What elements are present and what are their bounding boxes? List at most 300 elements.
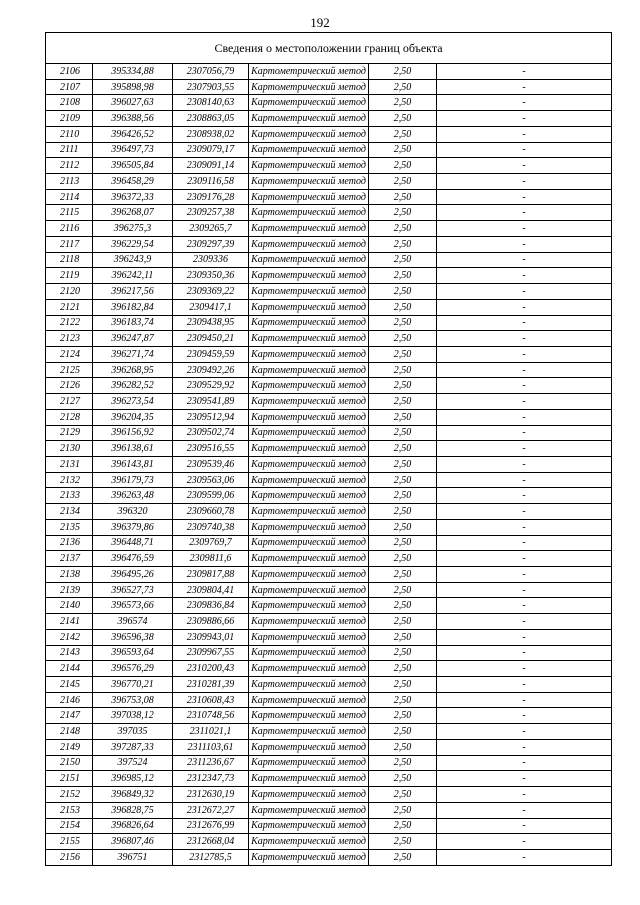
accuracy-cell: 2,50 xyxy=(369,126,437,142)
description-cell: - xyxy=(437,567,612,583)
x-coordinate-cell: 396179,73 xyxy=(93,472,173,488)
table-caption-row xyxy=(46,33,612,64)
point-number-cell: 2107 xyxy=(46,79,93,95)
description-cell: - xyxy=(437,64,612,80)
point-number-cell: 2136 xyxy=(46,535,93,551)
point-number-cell: 2115 xyxy=(46,205,93,221)
description-cell: - xyxy=(437,315,612,331)
method-cell: Картометрический метод xyxy=(249,582,369,598)
y-coordinate-cell: 2311021,1 xyxy=(173,724,249,740)
y-coordinate-cell: 2308938,02 xyxy=(173,126,249,142)
method-cell: Картометрический метод xyxy=(249,299,369,315)
accuracy-cell: 2,50 xyxy=(369,472,437,488)
table-row xyxy=(46,535,612,551)
point-number-cell: 2155 xyxy=(46,834,93,850)
method-cell: Картометрический метод xyxy=(249,551,369,567)
x-coordinate-cell: 396271,74 xyxy=(93,346,173,362)
description-cell: - xyxy=(437,126,612,142)
accuracy-cell: 2,50 xyxy=(369,425,437,441)
x-coordinate-cell: 396320 xyxy=(93,504,173,520)
point-number-cell: 2140 xyxy=(46,598,93,614)
table-row xyxy=(46,724,612,740)
y-coordinate-cell: 2309967,55 xyxy=(173,645,249,661)
method-cell: Картометрический метод xyxy=(249,284,369,300)
table-row xyxy=(46,755,612,771)
point-number-cell: 2120 xyxy=(46,284,93,300)
description-cell: - xyxy=(437,739,612,755)
description-cell: - xyxy=(437,755,612,771)
accuracy-cell: 2,50 xyxy=(369,221,437,237)
point-number-cell: 2137 xyxy=(46,551,93,567)
y-coordinate-cell: 2309599,06 xyxy=(173,488,249,504)
table-row xyxy=(46,346,612,362)
y-coordinate-cell: 2309257,38 xyxy=(173,205,249,221)
accuracy-cell: 2,50 xyxy=(369,849,437,865)
point-number-cell: 2129 xyxy=(46,425,93,441)
accuracy-cell: 2,50 xyxy=(369,284,437,300)
accuracy-cell: 2,50 xyxy=(369,189,437,205)
description-cell: - xyxy=(437,708,612,724)
point-number-cell: 2125 xyxy=(46,362,93,378)
table-row xyxy=(46,331,612,347)
point-number-cell: 2108 xyxy=(46,95,93,111)
y-coordinate-cell: 2309811,6 xyxy=(173,551,249,567)
accuracy-cell: 2,50 xyxy=(369,441,437,457)
method-cell: Картометрический метод xyxy=(249,629,369,645)
y-coordinate-cell: 2308140,63 xyxy=(173,95,249,111)
method-cell: Картометрический метод xyxy=(249,236,369,252)
description-cell: - xyxy=(437,142,612,158)
table-row xyxy=(46,174,612,190)
table-row xyxy=(46,205,612,221)
x-coordinate-cell: 396379,86 xyxy=(93,519,173,535)
point-number-cell: 2112 xyxy=(46,158,93,174)
description-cell: - xyxy=(437,95,612,111)
description-cell: - xyxy=(437,661,612,677)
description-cell: - xyxy=(437,174,612,190)
point-number-cell: 2139 xyxy=(46,582,93,598)
accuracy-cell: 2,50 xyxy=(369,174,437,190)
description-cell: - xyxy=(437,346,612,362)
y-coordinate-cell: 2312785,5 xyxy=(173,849,249,865)
x-coordinate-cell: 396826,64 xyxy=(93,818,173,834)
table-caption: Сведения о местоположении границ объекта xyxy=(46,33,612,64)
accuracy-cell: 2,50 xyxy=(369,802,437,818)
point-number-cell: 2127 xyxy=(46,394,93,410)
method-cell: Картометрический метод xyxy=(249,645,369,661)
method-cell: Картометрический метод xyxy=(249,661,369,677)
y-coordinate-cell: 2309541,89 xyxy=(173,394,249,410)
x-coordinate-cell: 396574 xyxy=(93,614,173,630)
accuracy-cell: 2,50 xyxy=(369,64,437,80)
accuracy-cell: 2,50 xyxy=(369,614,437,630)
accuracy-cell: 2,50 xyxy=(369,205,437,221)
table-row xyxy=(46,425,612,441)
point-number-cell: 2149 xyxy=(46,739,93,755)
y-coordinate-cell: 2309336 xyxy=(173,252,249,268)
method-cell: Картометрический метод xyxy=(249,849,369,865)
accuracy-cell: 2,50 xyxy=(369,834,437,850)
accuracy-cell: 2,50 xyxy=(369,409,437,425)
accuracy-cell: 2,50 xyxy=(369,456,437,472)
description-cell: - xyxy=(437,519,612,535)
accuracy-cell: 2,50 xyxy=(369,394,437,410)
y-coordinate-cell: 2312347,73 xyxy=(173,771,249,787)
point-number-cell: 2144 xyxy=(46,661,93,677)
accuracy-cell: 2,50 xyxy=(369,739,437,755)
x-coordinate-cell: 396596,38 xyxy=(93,629,173,645)
x-coordinate-cell: 396426,52 xyxy=(93,126,173,142)
point-number-cell: 2122 xyxy=(46,315,93,331)
table-row xyxy=(46,64,612,80)
accuracy-cell: 2,50 xyxy=(369,598,437,614)
table-row xyxy=(46,677,612,693)
method-cell: Картометрический метод xyxy=(249,252,369,268)
method-cell: Картометрический метод xyxy=(249,409,369,425)
description-cell: - xyxy=(437,692,612,708)
table-row xyxy=(46,284,612,300)
y-coordinate-cell: 2308863,05 xyxy=(173,111,249,127)
accuracy-cell: 2,50 xyxy=(369,661,437,677)
description-cell: - xyxy=(437,849,612,865)
y-coordinate-cell: 2309417,1 xyxy=(173,299,249,315)
description-cell: - xyxy=(437,504,612,520)
point-number-cell: 2135 xyxy=(46,519,93,535)
x-coordinate-cell: 396275,3 xyxy=(93,221,173,237)
method-cell: Картометрический метод xyxy=(249,346,369,362)
x-coordinate-cell: 396476,59 xyxy=(93,551,173,567)
x-coordinate-cell: 396273,54 xyxy=(93,394,173,410)
method-cell: Картометрический метод xyxy=(249,818,369,834)
accuracy-cell: 2,50 xyxy=(369,95,437,111)
y-coordinate-cell: 2309265,7 xyxy=(173,221,249,237)
method-cell: Картометрический метод xyxy=(249,614,369,630)
table-row xyxy=(46,236,612,252)
x-coordinate-cell: 396182,84 xyxy=(93,299,173,315)
point-number-cell: 2126 xyxy=(46,378,93,394)
accuracy-cell: 2,50 xyxy=(369,582,437,598)
x-coordinate-cell: 396268,95 xyxy=(93,362,173,378)
point-number-cell: 2117 xyxy=(46,236,93,252)
x-coordinate-cell: 397035 xyxy=(93,724,173,740)
accuracy-cell: 2,50 xyxy=(369,504,437,520)
x-coordinate-cell: 396849,32 xyxy=(93,787,173,803)
accuracy-cell: 2,50 xyxy=(369,268,437,284)
table-row xyxy=(46,582,612,598)
y-coordinate-cell: 2309817,88 xyxy=(173,567,249,583)
description-cell: - xyxy=(437,394,612,410)
table-row xyxy=(46,787,612,803)
y-coordinate-cell: 2309512,94 xyxy=(173,409,249,425)
table-row xyxy=(46,126,612,142)
method-cell: Картометрический метод xyxy=(249,692,369,708)
table-row xyxy=(46,771,612,787)
y-coordinate-cell: 2312672,27 xyxy=(173,802,249,818)
description-cell: - xyxy=(437,425,612,441)
description-cell: - xyxy=(437,284,612,300)
point-number-cell: 2141 xyxy=(46,614,93,630)
method-cell: Картометрический метод xyxy=(249,79,369,95)
point-number-cell: 2133 xyxy=(46,488,93,504)
description-cell: - xyxy=(437,236,612,252)
description-cell: - xyxy=(437,79,612,95)
x-coordinate-cell: 396183,74 xyxy=(93,315,173,331)
accuracy-cell: 2,50 xyxy=(369,677,437,693)
accuracy-cell: 2,50 xyxy=(369,488,437,504)
accuracy-cell: 2,50 xyxy=(369,111,437,127)
table-row xyxy=(46,456,612,472)
table-row xyxy=(46,315,612,331)
boundary-table-container xyxy=(45,32,611,866)
accuracy-cell: 2,50 xyxy=(369,331,437,347)
y-coordinate-cell: 2309438,95 xyxy=(173,315,249,331)
y-coordinate-cell: 2309943,01 xyxy=(173,629,249,645)
point-number-cell: 2147 xyxy=(46,708,93,724)
method-cell: Картометрический метод xyxy=(249,205,369,221)
y-coordinate-cell: 2310200,43 xyxy=(173,661,249,677)
x-coordinate-cell: 396497,73 xyxy=(93,142,173,158)
point-number-cell: 2119 xyxy=(46,268,93,284)
x-coordinate-cell: 396282,52 xyxy=(93,378,173,394)
method-cell: Картометрический метод xyxy=(249,598,369,614)
description-cell: - xyxy=(437,472,612,488)
y-coordinate-cell: 2309804,41 xyxy=(173,582,249,598)
method-cell: Картометрический метод xyxy=(249,315,369,331)
point-number-cell: 2150 xyxy=(46,755,93,771)
description-cell: - xyxy=(437,535,612,551)
method-cell: Картометрический метод xyxy=(249,504,369,520)
accuracy-cell: 2,50 xyxy=(369,771,437,787)
description-cell: - xyxy=(437,724,612,740)
description-cell: - xyxy=(437,252,612,268)
y-coordinate-cell: 2311236,67 xyxy=(173,755,249,771)
y-coordinate-cell: 2309297,39 xyxy=(173,236,249,252)
y-coordinate-cell: 2307056,79 xyxy=(173,64,249,80)
x-coordinate-cell: 396143,81 xyxy=(93,456,173,472)
description-cell: - xyxy=(437,818,612,834)
y-coordinate-cell: 2309740,38 xyxy=(173,519,249,535)
x-coordinate-cell: 396138,61 xyxy=(93,441,173,457)
y-coordinate-cell: 2309563,06 xyxy=(173,472,249,488)
point-number-cell: 2148 xyxy=(46,724,93,740)
description-cell: - xyxy=(437,331,612,347)
y-coordinate-cell: 2309836,84 xyxy=(173,598,249,614)
point-number-cell: 2138 xyxy=(46,567,93,583)
point-number-cell: 2143 xyxy=(46,645,93,661)
x-coordinate-cell: 396770,21 xyxy=(93,677,173,693)
accuracy-cell: 2,50 xyxy=(369,378,437,394)
method-cell: Картометрический метод xyxy=(249,441,369,457)
point-number-cell: 2121 xyxy=(46,299,93,315)
x-coordinate-cell: 396372,33 xyxy=(93,189,173,205)
method-cell: Картометрический метод xyxy=(249,268,369,284)
y-coordinate-cell: 2309116,58 xyxy=(173,174,249,190)
point-number-cell: 2123 xyxy=(46,331,93,347)
table-row xyxy=(46,708,612,724)
table-row xyxy=(46,189,612,205)
accuracy-cell: 2,50 xyxy=(369,346,437,362)
table-row xyxy=(46,614,612,630)
accuracy-cell: 2,50 xyxy=(369,755,437,771)
description-cell: - xyxy=(437,205,612,221)
accuracy-cell: 2,50 xyxy=(369,708,437,724)
description-cell: - xyxy=(437,802,612,818)
table-row xyxy=(46,299,612,315)
description-cell: - xyxy=(437,378,612,394)
accuracy-cell: 2,50 xyxy=(369,519,437,535)
x-coordinate-cell: 396495,26 xyxy=(93,567,173,583)
table-row xyxy=(46,252,612,268)
x-coordinate-cell: 396527,73 xyxy=(93,582,173,598)
accuracy-cell: 2,50 xyxy=(369,551,437,567)
table-row xyxy=(46,95,612,111)
y-coordinate-cell: 2309769,7 xyxy=(173,535,249,551)
table-row xyxy=(46,849,612,865)
table-row xyxy=(46,409,612,425)
method-cell: Картометрический метод xyxy=(249,488,369,504)
method-cell: Картометрический метод xyxy=(249,189,369,205)
method-cell: Картометрический метод xyxy=(249,787,369,803)
point-number-cell: 2118 xyxy=(46,252,93,268)
x-coordinate-cell: 397524 xyxy=(93,755,173,771)
description-cell: - xyxy=(437,456,612,472)
description-cell: - xyxy=(437,441,612,457)
method-cell: Картометрический метод xyxy=(249,158,369,174)
table-row xyxy=(46,221,612,237)
x-coordinate-cell: 396448,71 xyxy=(93,535,173,551)
method-cell: Картометрический метод xyxy=(249,708,369,724)
accuracy-cell: 2,50 xyxy=(369,362,437,378)
accuracy-cell: 2,50 xyxy=(369,818,437,834)
accuracy-cell: 2,50 xyxy=(369,567,437,583)
y-coordinate-cell: 2309492,26 xyxy=(173,362,249,378)
y-coordinate-cell: 2309529,92 xyxy=(173,378,249,394)
table-row xyxy=(46,629,612,645)
y-coordinate-cell: 2309450,21 xyxy=(173,331,249,347)
description-cell: - xyxy=(437,645,612,661)
y-coordinate-cell: 2309459,59 xyxy=(173,346,249,362)
table-body xyxy=(46,64,612,866)
x-coordinate-cell: 396243,9 xyxy=(93,252,173,268)
accuracy-cell: 2,50 xyxy=(369,692,437,708)
x-coordinate-cell: 396593,64 xyxy=(93,645,173,661)
method-cell: Картометрический метод xyxy=(249,378,369,394)
table-row xyxy=(46,362,612,378)
x-coordinate-cell: 396388,56 xyxy=(93,111,173,127)
method-cell: Картометрический метод xyxy=(249,834,369,850)
y-coordinate-cell: 2309176,28 xyxy=(173,189,249,205)
accuracy-cell: 2,50 xyxy=(369,252,437,268)
table-row xyxy=(46,472,612,488)
point-number-cell: 2114 xyxy=(46,189,93,205)
point-number-cell: 2124 xyxy=(46,346,93,362)
y-coordinate-cell: 2312676,99 xyxy=(173,818,249,834)
accuracy-cell: 2,50 xyxy=(369,645,437,661)
description-cell: - xyxy=(437,598,612,614)
method-cell: Картометрический метод xyxy=(249,802,369,818)
table-row xyxy=(46,661,612,677)
y-coordinate-cell: 2310748,56 xyxy=(173,708,249,724)
accuracy-cell: 2,50 xyxy=(369,629,437,645)
y-coordinate-cell: 2309079,17 xyxy=(173,142,249,158)
table-row xyxy=(46,802,612,818)
table-row xyxy=(46,519,612,535)
description-cell: - xyxy=(437,614,612,630)
y-coordinate-cell: 2310281,39 xyxy=(173,677,249,693)
y-coordinate-cell: 2309350,36 xyxy=(173,268,249,284)
description-cell: - xyxy=(437,787,612,803)
x-coordinate-cell: 397038,12 xyxy=(93,708,173,724)
accuracy-cell: 2,50 xyxy=(369,787,437,803)
point-number-cell: 2145 xyxy=(46,677,93,693)
x-coordinate-cell: 396263,48 xyxy=(93,488,173,504)
method-cell: Картометрический метод xyxy=(249,677,369,693)
table-row xyxy=(46,378,612,394)
method-cell: Картометрический метод xyxy=(249,519,369,535)
method-cell: Картометрический метод xyxy=(249,771,369,787)
y-coordinate-cell: 2309369,22 xyxy=(173,284,249,300)
point-number-cell: 2116 xyxy=(46,221,93,237)
description-cell: - xyxy=(437,834,612,850)
table-row xyxy=(46,504,612,520)
x-coordinate-cell: 396505,84 xyxy=(93,158,173,174)
method-cell: Картометрический метод xyxy=(249,64,369,80)
table-row xyxy=(46,598,612,614)
y-coordinate-cell: 2307903,55 xyxy=(173,79,249,95)
y-coordinate-cell: 2309502,74 xyxy=(173,425,249,441)
method-cell: Картометрический метод xyxy=(249,111,369,127)
accuracy-cell: 2,50 xyxy=(369,158,437,174)
method-cell: Картометрический метод xyxy=(249,394,369,410)
table-row xyxy=(46,268,612,284)
y-coordinate-cell: 2309539,46 xyxy=(173,456,249,472)
point-number-cell: 2111 xyxy=(46,142,93,158)
method-cell: Картометрический метод xyxy=(249,331,369,347)
description-cell: - xyxy=(437,111,612,127)
table-row xyxy=(46,818,612,834)
description-cell: - xyxy=(437,582,612,598)
point-number-cell: 2142 xyxy=(46,629,93,645)
y-coordinate-cell: 2312668,04 xyxy=(173,834,249,850)
table-row xyxy=(46,79,612,95)
x-coordinate-cell: 396247,87 xyxy=(93,331,173,347)
x-coordinate-cell: 396229,54 xyxy=(93,236,173,252)
table-row xyxy=(46,394,612,410)
point-number-cell: 2128 xyxy=(46,409,93,425)
table-row xyxy=(46,111,612,127)
method-cell: Картометрический метод xyxy=(249,472,369,488)
point-number-cell: 2131 xyxy=(46,456,93,472)
x-coordinate-cell: 396573,66 xyxy=(93,598,173,614)
description-cell: - xyxy=(437,488,612,504)
method-cell: Картометрический метод xyxy=(249,126,369,142)
x-coordinate-cell: 396828,75 xyxy=(93,802,173,818)
x-coordinate-cell: 396576,29 xyxy=(93,661,173,677)
method-cell: Картометрический метод xyxy=(249,724,369,740)
point-number-cell: 2110 xyxy=(46,126,93,142)
page-number: 192 xyxy=(310,15,330,30)
method-cell: Картометрический метод xyxy=(249,535,369,551)
table-row xyxy=(46,142,612,158)
y-coordinate-cell: 2309886,66 xyxy=(173,614,249,630)
method-cell: Картометрический метод xyxy=(249,567,369,583)
y-coordinate-cell: 2312630,19 xyxy=(173,787,249,803)
description-cell: - xyxy=(437,189,612,205)
accuracy-cell: 2,50 xyxy=(369,315,437,331)
y-coordinate-cell: 2310608,43 xyxy=(173,692,249,708)
accuracy-cell: 2,50 xyxy=(369,142,437,158)
description-cell: - xyxy=(437,771,612,787)
